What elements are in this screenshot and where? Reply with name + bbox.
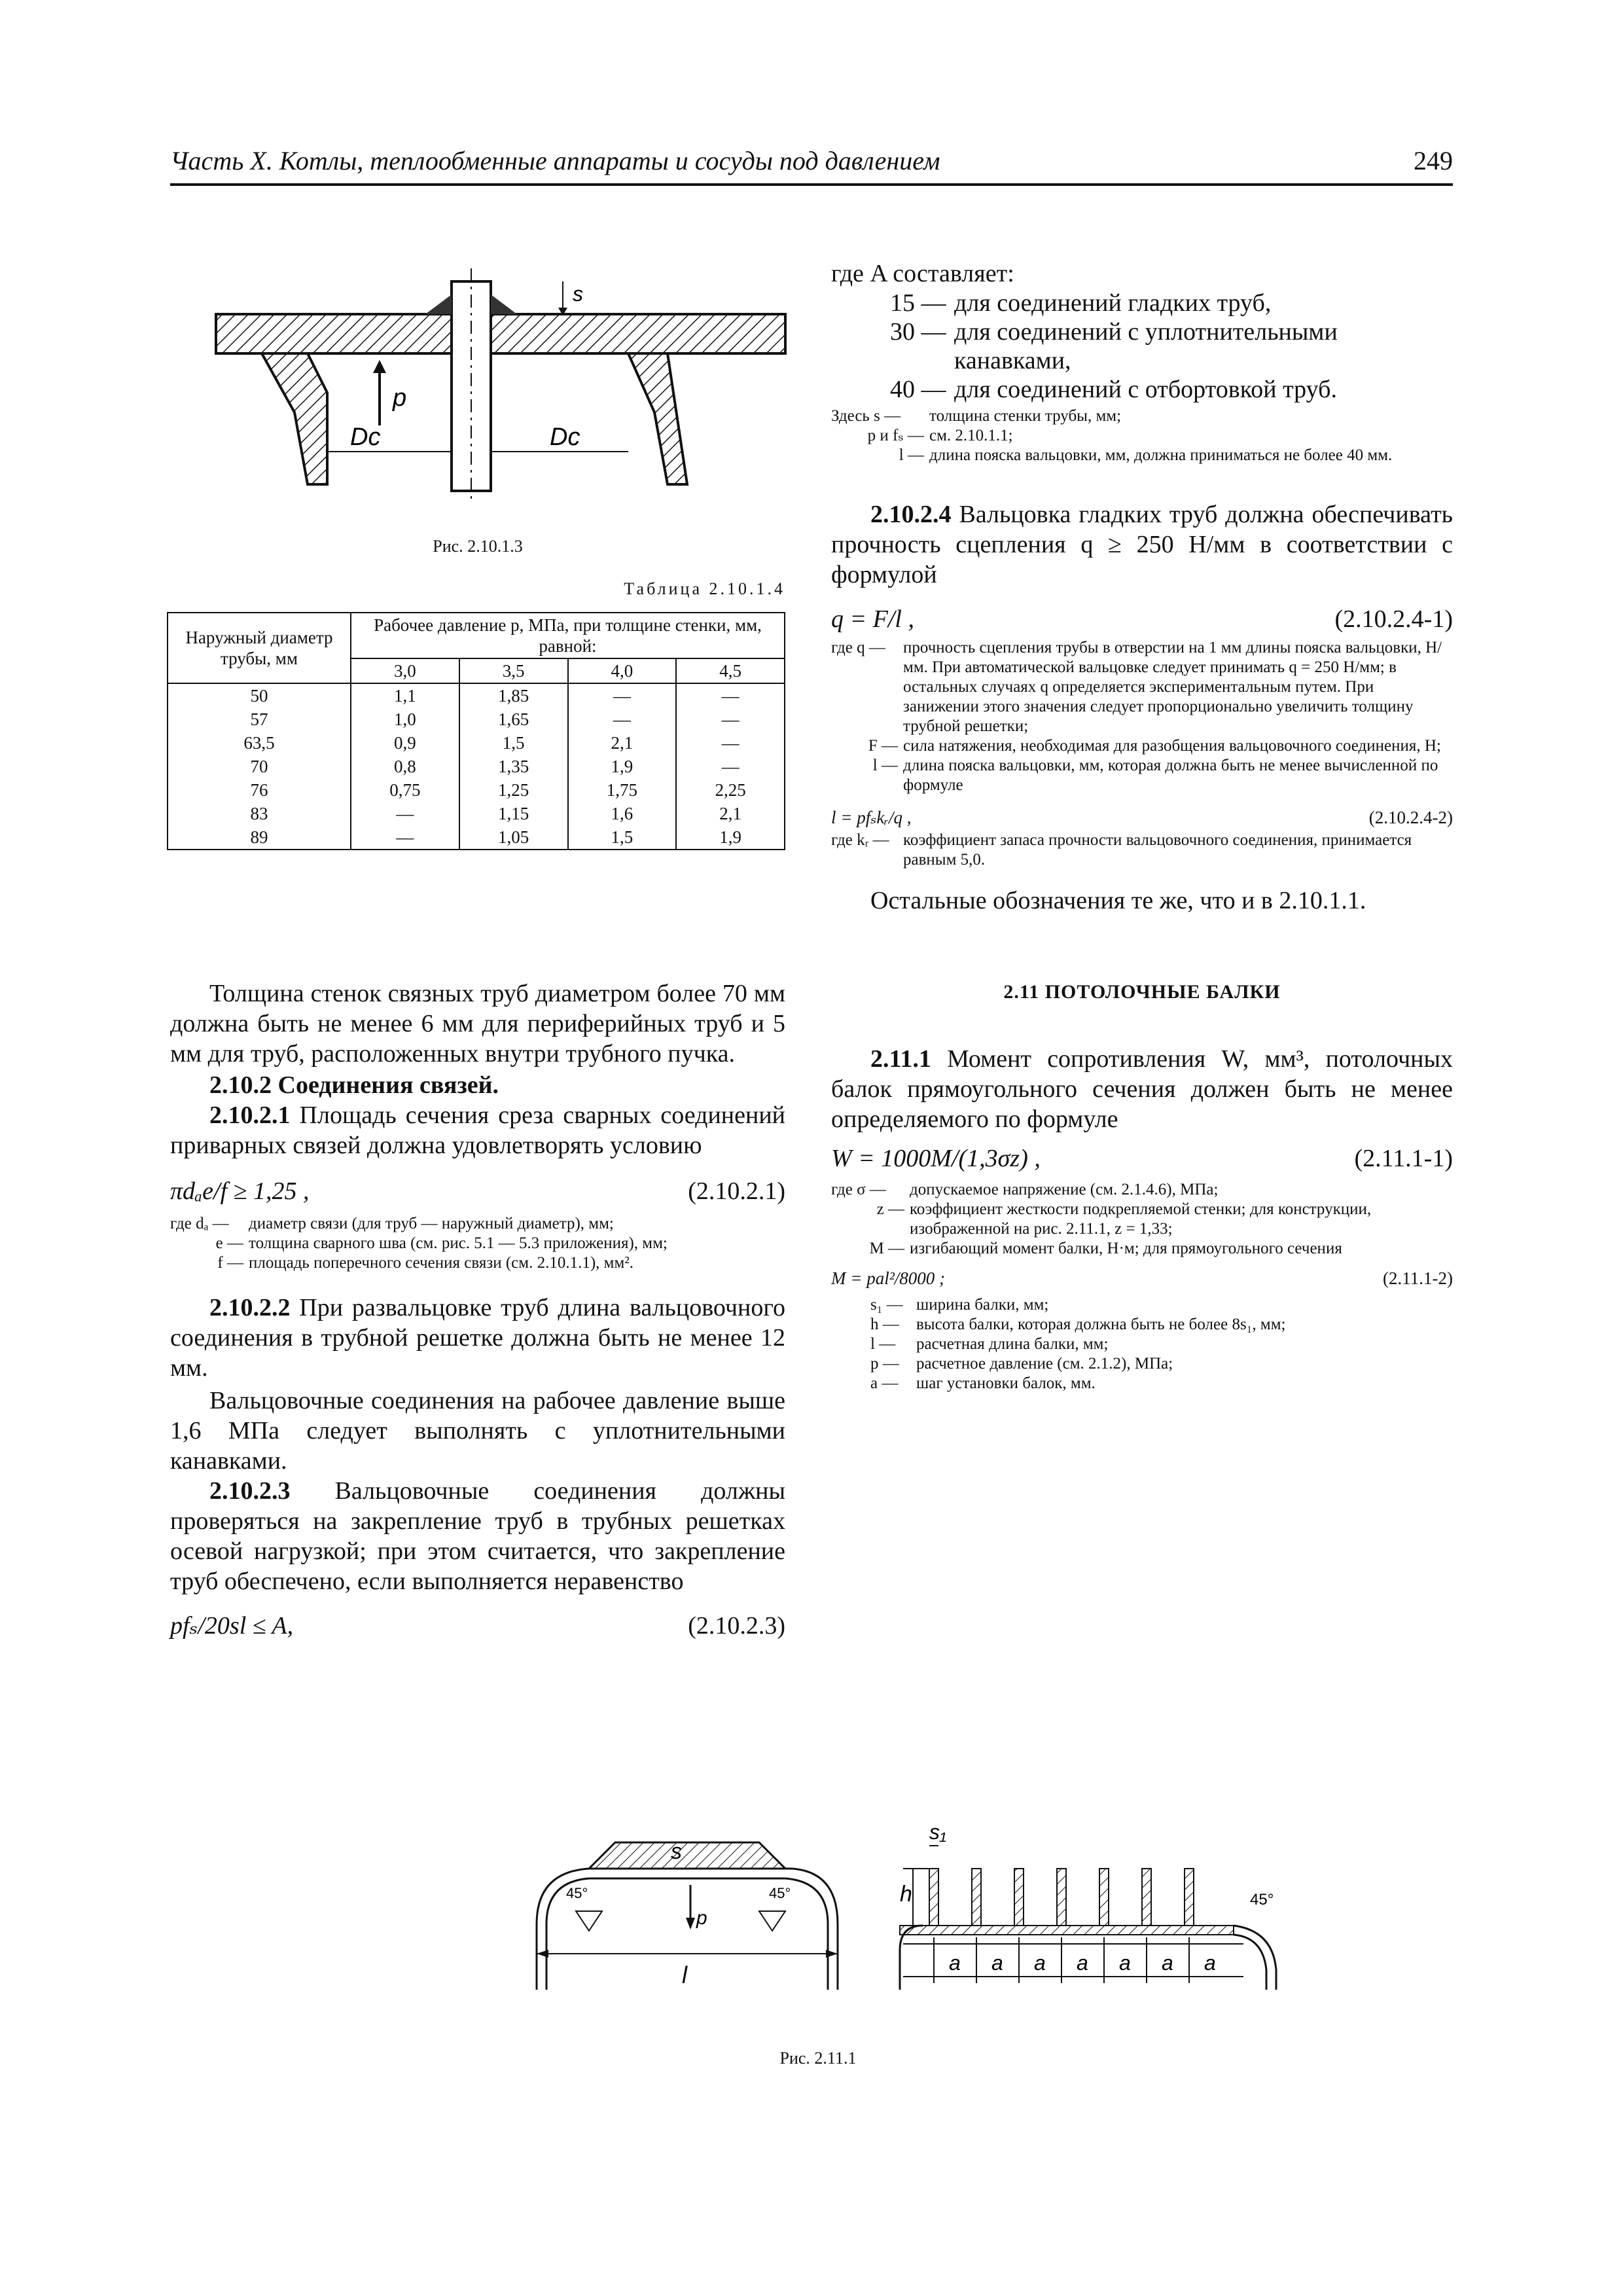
where-value: толщина сварного шва (см. рис. 5.1 — 5.3 приложения), мм; [249, 1234, 668, 1252]
fig-label-a: a [1162, 1951, 1173, 1975]
where-list-eq6: s₁ — ширина балки, мм; h — высота балки, которая должна быть не более 8s₁, мм; l — расчетная длина балки, мм; p — расчетное давление (см. 2.1.2), МПа; a — шаг установки балок, мм. [870, 1296, 1286, 1392]
table-cell: — [568, 683, 677, 708]
fig-label-p: p [393, 384, 407, 412]
page-header [170, 145, 1453, 186]
table-cell: 57 [168, 708, 351, 731]
table-cell: 83 [168, 802, 351, 825]
where-key: где dₐ — [170, 1215, 229, 1232]
table-cell: — [351, 802, 459, 825]
table-cell: 0,9 [351, 731, 459, 755]
table-cell: 1,1 [351, 683, 459, 708]
page-number: 249 [1414, 146, 1453, 175]
table-thickness-2: 3,5 [459, 658, 568, 683]
table-thickness-4: 4,5 [676, 658, 785, 683]
section-heading-2-11: 2.11 ПОТОЛОЧНЫЕ БАЛКИ [1003, 981, 1281, 1003]
paragraph-rest: Остальные обозначения те же, что и в 2.10.1.1. [870, 887, 1366, 914]
table-cell: — [676, 683, 785, 708]
paragraph-2-10-2-1 [170, 1100, 785, 1160]
table-cell: 2,1 [568, 731, 677, 755]
table-cell: 70 [168, 755, 351, 778]
where-list-eq4: где kᵣ — коэффициент запаса прочности вальцовочного соединения, принимается равным 5,0. [831, 831, 1412, 869]
table-caption: Таблица 2.10.1.4 [624, 579, 785, 598]
fig-label-s1: s₁ [929, 1820, 947, 1844]
clause-number: 2.11.1 [870, 1045, 931, 1073]
clause-number: 2.10.2.1 [209, 1102, 291, 1129]
clause-text: Вальцовка гладких труб должна обеспечивать прочность сцепления q ≥ 250 Н/мм в соответствии с формулой [831, 501, 1454, 588]
table-cell: 1,9 [676, 825, 785, 850]
clause-text: При развальцовке труб длина вальцовочного соединения в трубной решетке должна быть не менее 12 мм. [170, 1294, 786, 1382]
table-col-diameter: Наружный диаметр трубы, мм [168, 613, 351, 683]
fig-label-a: a [1119, 1951, 1131, 1975]
equation-2-11-1-1: W = 1000M/(1,3σz) , (2.11.1-1) [831, 1145, 1453, 1172]
list-item: 30 — для соединений с уплотнительными канавками, [890, 318, 1338, 374]
where-value: диаметр связи (для труб — наружный диаметр), мм; [249, 1215, 614, 1232]
equation-2-10-2-3 [170, 1611, 785, 1641]
a-intro: где A составляет: [831, 260, 1014, 287]
where-list-a: Здесь s — толщина стенки трубы, мм; p и fₛ — см. 2.10.1.1; l — длина пояска вальцовки, мм, должна приниматься не более 40 мм. [831, 407, 1393, 464]
pressure-table [167, 612, 785, 850]
fig-caption-2-10-1-3: Рис. 2.10.1.3 [433, 537, 523, 556]
table-cell: 0,75 [351, 778, 459, 802]
table-cell: 1,0 [351, 708, 459, 731]
where-value: площадь поперечного сечения связи (см. 2.10.1.1), мм². [249, 1254, 634, 1272]
table-row [168, 802, 785, 825]
table-cell: — [676, 731, 785, 755]
fig-label-h: h [900, 1882, 912, 1907]
table-cell: 1,85 [459, 683, 568, 708]
table-cell: 50 [168, 683, 351, 708]
fig-label-s: s [671, 1839, 682, 1864]
fig-label-angle-right: 45° [769, 1885, 791, 1901]
list-item: 40 — для соединений с отбортовкой труб. [890, 376, 1337, 403]
fig-label-s: s [573, 282, 583, 306]
table-group-header: Рабочее давление p, МПа, при толщине стенки, мм, равной: [351, 613, 785, 658]
table-row [168, 825, 785, 850]
left-column [170, 978, 785, 1641]
table-cell: 0,8 [351, 755, 459, 778]
paragraph-2-10-2-3 [170, 1476, 785, 1596]
table-cell: 2,1 [676, 802, 785, 825]
table-cell: — [676, 755, 785, 778]
paragraph-rolled-joints: Вальцовочные соединения на рабочее давление выше 1,6 МПа следует выполнять с уплотнительными канавками. [170, 1387, 785, 1475]
where-list-eq1 [170, 1214, 785, 1273]
fig-label-l: l [682, 1962, 687, 1988]
fig-label-a: a [949, 1951, 961, 1975]
clause-text: Момент сопротивления W, мм³, потолочных балок прямоугольного сечения должен быть не менее определяемого по формуле [831, 1045, 1453, 1133]
figure-tube-sheet [209, 262, 798, 511]
clause-text: Площадь сечения среза сварных соединений приварных связей должна удовлетворять условию [170, 1102, 785, 1159]
table-cell: 1,15 [459, 802, 568, 825]
table-cell: 2,25 [676, 778, 785, 802]
table-cell: 63,5 [168, 731, 351, 755]
clause-text: Вальцовочные соединения должны проверяться на закрепление труб в трубных решетках осевой нагрузкой; при этом считается, что закрепление труб обеспечено, если выполняется неравенство [170, 1477, 785, 1595]
table-cell: 1,6 [568, 802, 677, 825]
clause-number: 2.10.2.3 [209, 1477, 291, 1505]
where-key: e — [215, 1234, 243, 1252]
fig-label-dc-right: Dc [550, 423, 580, 451]
fig-label-a: a [1034, 1951, 1046, 1975]
table-cell: 1,5 [568, 825, 677, 850]
equation-2-10-2-1 [170, 1176, 785, 1206]
table-cell: — [676, 708, 785, 731]
fig-label-angle-beam: 45° [1250, 1891, 1274, 1909]
equation-2-10-2-4-1: q = F/l , (2.10.2.4-1) [831, 605, 1453, 633]
table-thickness-3: 4,0 [568, 658, 677, 683]
fig-label-dc-left: Dc [350, 423, 381, 451]
paragraph-2-10-2-4 [831, 499, 1453, 590]
figure-ceiling-beams [510, 1820, 1453, 2029]
tube-sheet-plate [216, 314, 785, 353]
table-cell: 1,35 [459, 755, 568, 778]
fig-label-p: p [696, 1907, 707, 1929]
paragraph-2-11-1 [831, 1044, 1453, 1134]
clause-number: 2.10.2.2 [209, 1294, 291, 1321]
fig-caption-2-11-1: Рис. 2.11.1 [779, 2049, 857, 2068]
running-title: Часть X. Котлы, теплообменные аппараты и сосуды под давлением [170, 146, 940, 175]
heading-2-10-2: 2.10.2 Соединения связей. [209, 1071, 499, 1099]
table-cell: — [351, 825, 459, 850]
table-cell: 1,25 [459, 778, 568, 802]
paragraph-tie-tubes: Толщина стенок связных труб диаметром более 70 мм должна быть не менее 6 мм для периферийных труб и 5 мм для труб, расположенных внутри трубного пучка. [170, 980, 785, 1067]
table-cell: 76 [168, 778, 351, 802]
table-row [168, 731, 785, 755]
where-list-eq3: где q — прочность сцепления трубы в отверстии на 1 мм длины пояска вальцовки, Н/мм. При автоматической вальцовке следует принимать q = 250 Н/мм; в остальных случаях q определяется экспериментальным путем. При занижении этого значения следует пропорционально увеличить толщину трубной решетки; F — сила натяжения, необходимая для разобщения вальцовочного соединения, Н; l — длина пояска вальцовки, мм, которая должна быть не менее вычисленной по формуле [831, 639, 1442, 794]
table-cell: 1,9 [568, 755, 677, 778]
equation-number: (2.10.2.1) [688, 1177, 785, 1205]
fig-label-angle-left: 45° [566, 1885, 588, 1901]
table-row [168, 708, 785, 731]
fig-label-a: a [1077, 1951, 1088, 1975]
equation-text: πdₐe/f ≥ 1,25 , [170, 1177, 310, 1205]
equation-2-11-1-2: M = pal²/8000 ; (2.11.1-2) [831, 1268, 1453, 1288]
equation-number: (2.10.2.3) [688, 1612, 785, 1640]
list-item: 15 — для соединений гладких труб, [890, 289, 1272, 317]
equation-text: pfₛ/20sl ≤ A, [170, 1612, 294, 1640]
beam-section-view [900, 1820, 1276, 1990]
where-key: f — [217, 1254, 243, 1272]
table-cell: 89 [168, 825, 351, 850]
table-cell: 1,5 [459, 731, 568, 755]
paragraph-2-10-2-2 [170, 1293, 785, 1383]
right-column [831, 259, 1453, 1393]
equation-2-10-2-4-2: l = pfₛkᵣ/q , (2.10.2.4-2) [831, 808, 1453, 827]
fig-label-a: a [991, 1951, 1003, 1975]
table-row [168, 778, 785, 802]
table-row [168, 755, 785, 778]
table-cell: — [568, 708, 677, 731]
a-values-list [831, 289, 1453, 404]
table-row [168, 683, 785, 708]
table-thickness-1: 3,0 [351, 658, 459, 683]
fig-label-a: a [1204, 1951, 1216, 1975]
table-cell: 1,65 [459, 708, 568, 731]
clause-number: 2.10.2.4 [870, 501, 952, 528]
table-cell: 1,05 [459, 825, 568, 850]
ceiling-beam [589, 1842, 785, 1869]
where-list-eq5: где σ — допускаемое напряжение (см. 2.1.4.6), МПа; z — коэффициент жесткости подкрепляемой стенки; для конструкции, изображенной на рис. 2.11.1, z = 1,33; M — изгибающий момент балки, Н·м; для прямоугольного сечения [831, 1181, 1372, 1257]
table-cell: 1,75 [568, 778, 677, 802]
